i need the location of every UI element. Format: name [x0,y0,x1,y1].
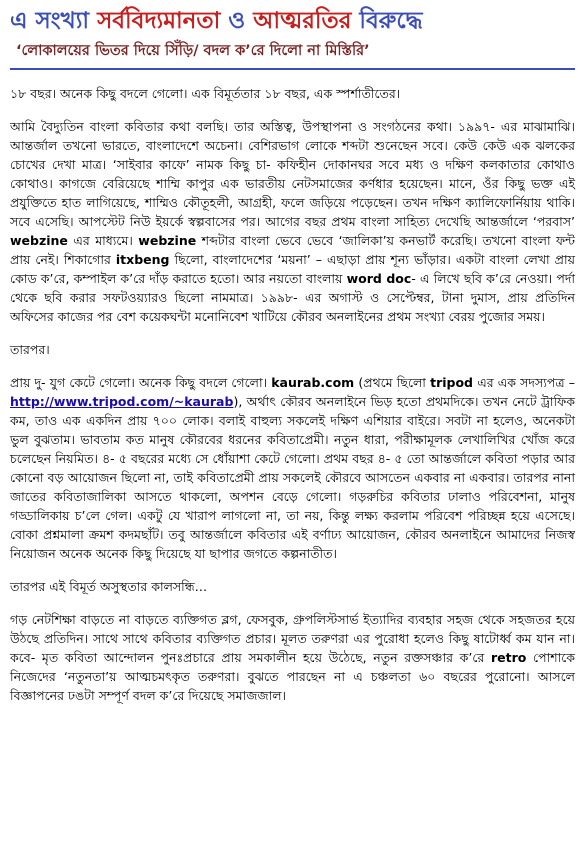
intro-paragraph: ১৮ বছর। অনেক কিছু বদলে গেলো। এক বিমূর্ততার ১৮ বছর, এক স্পর্শাতীতের। [10,86,401,101]
subtitle-quote: ‘লোকালয়ের ভিতর দিয়ে সিঁড়ি/ বদল ক’রে দিলো না মিস্তিরি’ [16,43,370,59]
term-itxbeng: itxbeng [115,252,170,267]
then-paragraph: তারপর। [10,342,50,357]
term-tripod: tripod [430,375,474,390]
text-run: ছিলো, বাংলাদেশের ‘ময়না’ – এছাড়া প্রায় শূন্য ভাঁড়ার। একটা বাংলা লেখা প্রায় কোড ক’রে, কম্পাইল ক’রে দাঁড় করাতে হতো। আর নয়তো বাংলায় [10,252,575,286]
text-run: গড় নেটশিক্ষা বাড়তে না বাড়তে ব্যক্তিগত ব্লগ, ফেসবুক, গ্রুপলিস্টসার্ভ ইত্যাদির ব্যবহার সহজ থেকে সহজতর হয়ে উঠছে প্রতিদিন। সাথে সাথে কবিতার ব্যক্তিগত প্রচার। মূলত তরুণরা এর পুরোধা হলেও কিছু ষাটোর্ধ্ব কম যান না। কবে- মৃত কবিতা আন্দোলন পুনঃপ্রচারে প্রায় সমকালীন হয়ে উঠেছে, নতুন রক্তসঞ্চার ক’রে [10,612,575,665]
title-segment: বিরুদ্ধে [351,8,423,34]
then-paragraph-2: তারপর এই বিমূর্ত অসুস্থতার কালসন্ধি… [10,579,208,594]
term-retro: retro [490,650,527,665]
text-run: এর এক সদস্যপত্র – [473,375,575,390]
text-run: আমি বৈদ্যুতিন বাংলা কবিতার কথা বলছি। তার অস্তিত্ব, উপস্থাপনা ও সংগঠনের কথা। ১৯৯৭- এর মাঝামাঝি। আন্তর্জাল তখনো ভারতে, বাংলাদেশে অচেনা। বেশিরভাগ লোকে শব্দটা শুনেছেন সবে। কেউ কেউ এক ঝলকের চোখের দেখা মাত্র। ‘সাইবার কাফে’ নামক কিছু চা- কফিহীন দোকানঘর সবে মধ্য ও দক্ষিণ কলকাতার কোথাও কোথাও। কাগজে বেরিয়েছে শাম্মি কাপুর এক ভারতীয় নেটসমাজের কর্ণধার হয়েছেন। মানে, ওঁর কিছু ভক্ত এই প্রযুক্তিতে হাত লাগিয়েছে, শাম্মিও কৌতূহলী, আগ্রহী, ফলে জড়িয়ে পড়েছেন। তখন দক্ষিণ ক্যালিফোর্নিয়ায় থাকি। সবে এসেছি। আপস্টেট নিউ ইয়র্কে স্বল্পবাসের পর। আগের বছর প্রথম বাংলা সাহিত্য দেখেছি আন্তর্জালে ‘পরবাস’ [10,119,575,229]
tripod-link[interactable]: http://www.tripod.com/~kaurab [10,394,234,409]
text-run: এর মাধ্যমে। [67,233,139,248]
body-paragraph-1 [10,117,575,326]
text-run: প্রায় দু- যুগ কেটে গেলো। অনেক কিছু বদলে গেলো। [10,375,272,390]
body-paragraph-3 [10,610,575,705]
term-webzine: webzine [10,233,68,248]
page-title [10,6,575,36]
term-word-doc: word doc [346,271,412,286]
text-run: (প্রথমে ছিলো [354,375,431,390]
title-segment: ও [220,8,254,34]
title-segment: এ সংখ্যা [10,8,98,34]
body-paragraph-2 [10,373,575,563]
text-run: পোশাকে নিজেদের ‘নতুনতা’য় আত্মচমৎকৃত তরুণরা। বুঝতে পারছেন না এ চঞ্চলতা ৬০ বছরের পুরোনো। আসলে বিজ্ঞাপনের ঢঙটা সম্পূর্ণ বদল ক’রে দিয়েছে সমাজজাল। [10,650,575,703]
title-keyword-narcissism: আত্মরতির [253,8,352,34]
term-webzine: webzine [138,233,197,248]
title-keyword-ubiquity: সর্ববিদ্যমানতা [97,8,221,34]
text-run: ), অর্থাৎ কৌরব অনলাইনে ভিড় হতো প্রথমদিকে। তখন নেটে ট্রাফিক কম, তাও এক একদিন প্রায় ৭০০ লোক। বলাই বাহুল্য সকলেই দক্ষিণ এশিয়ার বাইরে। সবটা না হলেও, অনেকটা ভুল বুঝতাম। ভাবতাম কত মানুষ কৌরবের ধরনের কবিতাপ্রেমী। নতুন ধারা, পরীক্ষামূলক লেখালিখির খোঁজ করে চলেছেন নিয়মিত। ৪- ৫ বছরের মধ্যে সে ধোঁয়াশা কেটে গেলো। প্রথম বছর ৪- ৫ তো আন্তর্জালে কবিতা পড়ার আর কোনো বড় আয়োজন ছিলো না, তাই কবিতাপ্রেমী প্রায় সকলেই কৌরবে আসতেন একবার না একবার। তারপর নানা জাতের কবিতাজালিকা আসতে থাকলো, অপশন বেড়ে গেলো। গড়রুচির কবিতার ঢালাও পরিবেশনা, মানুষ গড্ডালিকায় চ’লে গেল। একটু যে খারাপ লাগলো না, তা নয়, কিন্তু লক্ষ্য করলাম পরিবেশ পরিচ্ছন্ন হয়ে এসেছে। বোকা প্রশ্নমালা ক্রমশ কদমছাঁট। তবু আন্তর্জালে কবিতার এই বর্ণাঢ্য আয়োজন, কৌরব অনলাইনে আমাদের নিজস্ব নিয়োজন অনেক অনেক কিছু দিয়েছে যা ছাপার জগতে কল্পনাতীত। [10,394,575,561]
text-run: - এ লিখে ছবি ক’রে নেওয়া। পর্দা থেকে ছবি করার সফটওয়্যারও ছিলো নামমাত্র। ১৯৯৮- এর অগাস্ট ও সেপ্টেম্বর, টানা দুমাস, প্রায় প্রতিদিন অফিসের কাজের পর বেশ কয়েকঘন্টা মনোনিবেশ খাটিয়ে কৌরব অনলাইনের প্রথম সংখ্যা বেরয় পুজোর সময়। [10,271,576,324]
text-run: শব্দটার বাংলা ভেবে ভেবে ‘জালিকা’য় কনভার্ট করেছি। তখনো বাংলা ফন্ট প্রায় নেই। শিকাগোর [10,233,575,267]
term-kaurab-com: kaurab.com [271,375,355,390]
